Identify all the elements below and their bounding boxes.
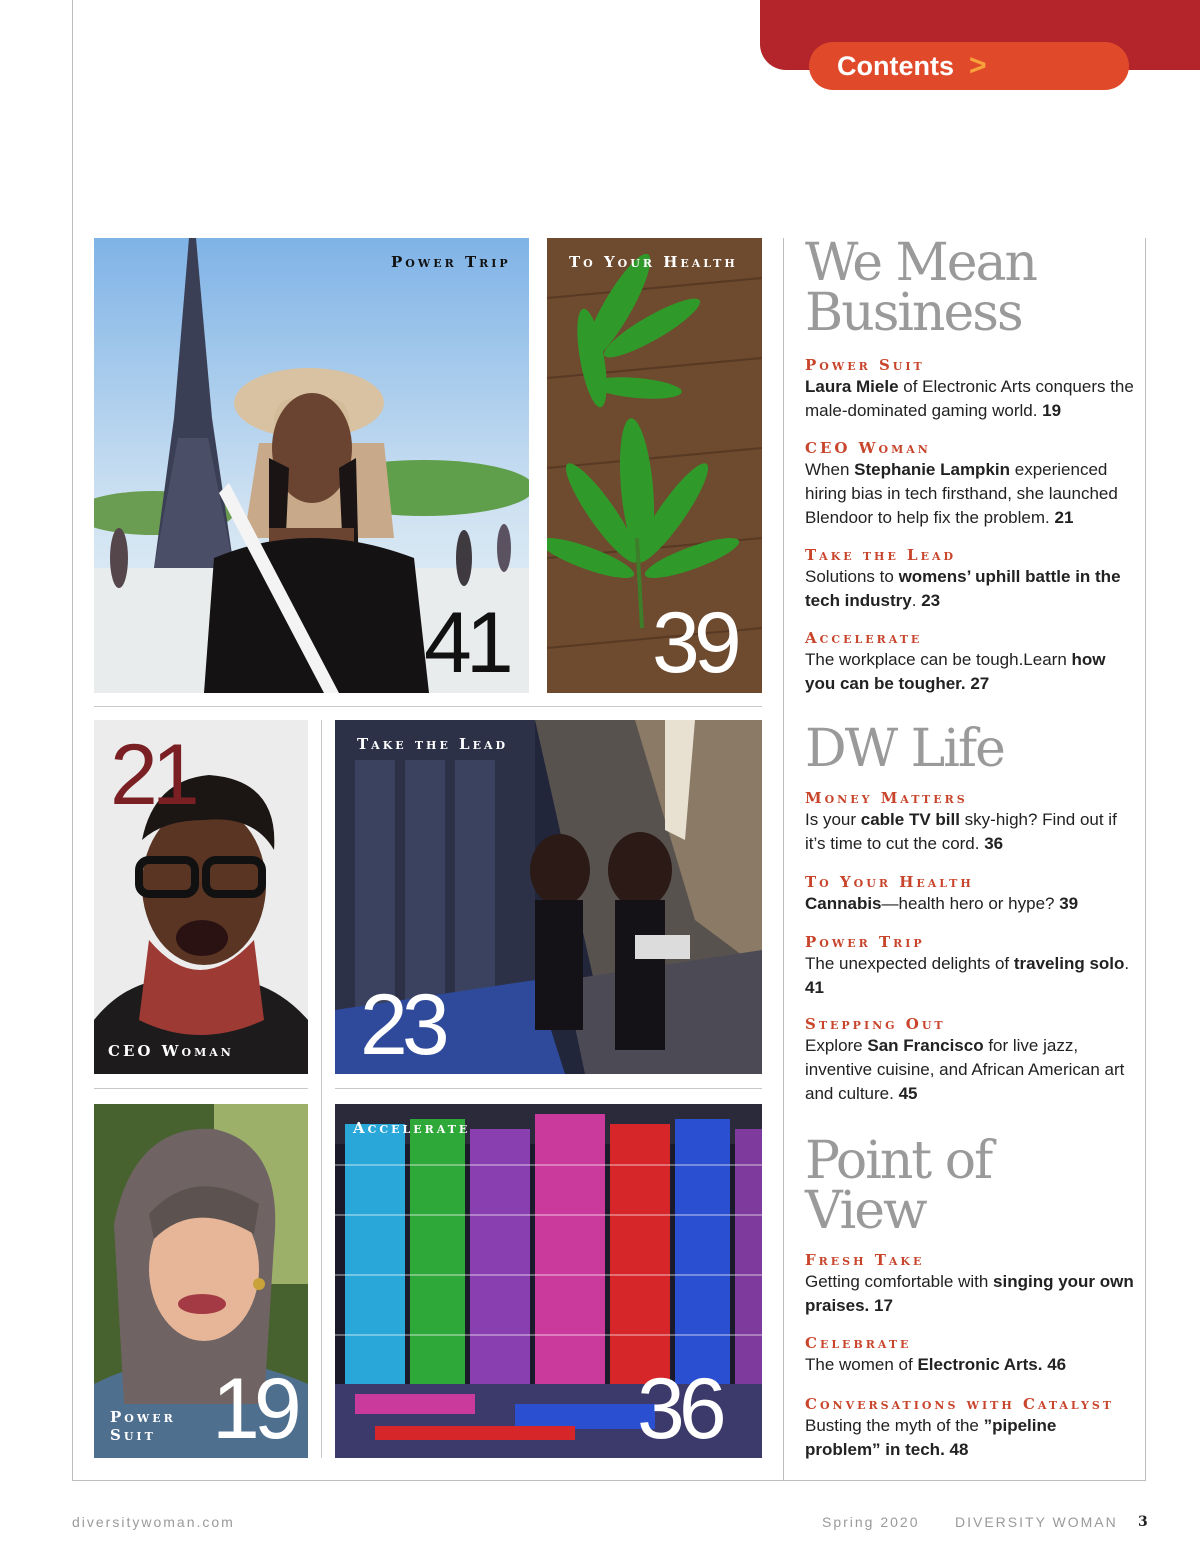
chevron-right-icon: > xyxy=(969,49,987,82)
photo-page-number: 21 xyxy=(110,727,194,823)
toc-page-number: 19 xyxy=(1042,401,1062,420)
toc-page-number: 36 xyxy=(984,834,1004,853)
toc-kicker: Power Suit xyxy=(805,356,925,374)
toc-description: Solutions to womens’ uphill battle in the tech industry. 23 xyxy=(805,567,1121,610)
toc-page-number: 41 xyxy=(805,978,824,997)
photo-label-take-the-lead: Take the Lead xyxy=(357,735,509,753)
section-title-line: Point of xyxy=(805,1131,992,1191)
toc-page-number: 48 xyxy=(949,1440,969,1459)
toc-page-number: 23 xyxy=(921,591,941,610)
toc-description: Is your cable TV bill sky-high? Find out if it’s time to cut the cord. 36 xyxy=(805,810,1117,853)
photo-ceo-woman[interactable] xyxy=(94,720,308,1074)
photo-take-the-lead[interactable] xyxy=(335,720,762,1074)
toc-kicker: To Your Health xyxy=(805,873,974,891)
photo-label-to-your-health: To Your Health xyxy=(569,253,738,271)
contents-label: Contents xyxy=(837,51,954,81)
toc-kicker: Power Trip xyxy=(805,933,925,951)
toc-entry[interactable] xyxy=(805,1014,1135,1106)
photo-page-number: 23 xyxy=(360,977,444,1073)
photo-grid-rule xyxy=(94,706,762,707)
toc-description: The workplace can be tough.Learn how you can be tougher. 27 xyxy=(805,650,1106,693)
page-frame-right-rule xyxy=(1145,238,1146,1481)
photo-label-ceo-woman: CEO Woman xyxy=(108,1042,234,1060)
section-title-life xyxy=(805,719,1004,779)
section-title-line: We Mean xyxy=(805,233,1037,293)
footer-magazine: DIVERSITY WOMAN xyxy=(955,1514,1118,1530)
toc-description: Explore San Francisco for live jazz, inventive cuisine, and African American art and culture. 45 xyxy=(805,1036,1125,1103)
section-title-view xyxy=(805,1131,992,1241)
photo-grid-rule xyxy=(335,1088,762,1089)
toc-page-number: 46 xyxy=(1047,1355,1067,1374)
toc-entry[interactable] xyxy=(805,438,1135,530)
section-title-line: DW Life xyxy=(805,719,1004,779)
toc-entry[interactable] xyxy=(805,1250,1135,1318)
toc-description: Busting the myth of the ”pipeline problem” in tech. 48 xyxy=(805,1416,1057,1459)
toc-description: Laura Miele of Electronic Arts conquers the male-dominated gaming world. 19 xyxy=(805,377,1134,420)
photo-label-power-suit-line2: Suit xyxy=(110,1426,156,1444)
toc-entry[interactable] xyxy=(805,355,1135,423)
toc-description: When Stephanie Lampkin experienced hiring bias in tech firsthand, she launched Blendoor to help fix the problem. 21 xyxy=(805,460,1118,527)
toc-entry[interactable] xyxy=(805,872,1135,916)
toc-kicker: Accelerate xyxy=(805,629,923,647)
photo-accelerate[interactable] xyxy=(335,1104,762,1458)
toc-kicker: Fresh Take xyxy=(805,1251,925,1269)
toc-entry[interactable] xyxy=(805,1333,1135,1377)
toc-page-number: 21 xyxy=(1054,508,1074,527)
photo-power-trip[interactable] xyxy=(94,238,529,693)
toc-description: The unexpected delights of traveling solo. 41 xyxy=(805,954,1130,997)
page-frame-bottom-rule xyxy=(72,1480,1146,1481)
toc-kicker: Conversations with Catalyst xyxy=(805,1395,1114,1413)
toc-page-number: 27 xyxy=(970,674,990,693)
photo-power-suit[interactable] xyxy=(94,1104,308,1458)
toc-description: The women of Electronic Arts. 46 xyxy=(805,1355,1067,1374)
toc-kicker: Celebrate xyxy=(805,1334,912,1352)
toc-entry[interactable] xyxy=(805,1394,1135,1462)
toc-page-number: 17 xyxy=(874,1296,893,1315)
photo-to-your-health[interactable] xyxy=(547,238,762,693)
toc-description: Cannabis—health hero or hype? 39 xyxy=(805,894,1079,913)
photo-page-number: 36 xyxy=(637,1361,721,1457)
photo-page-number: 39 xyxy=(652,595,736,691)
toc-entry[interactable] xyxy=(805,788,1135,856)
toc-kicker: Take the Lead xyxy=(805,546,957,564)
toc-entry[interactable] xyxy=(805,545,1135,613)
toc-kicker: CEO Woman xyxy=(805,439,931,457)
photo-page-number: 19 xyxy=(212,1361,296,1457)
section-title-line: Business xyxy=(805,283,1022,343)
photo-page-number: 41 xyxy=(424,595,508,691)
toc-entry[interactable] xyxy=(805,932,1135,1000)
toc-kicker: Stepping Out xyxy=(805,1015,946,1033)
footer-page-number: 3 xyxy=(1138,1514,1150,1530)
toc-page-number: 45 xyxy=(898,1084,918,1103)
toc-page-number: 39 xyxy=(1059,894,1079,913)
toc-description: Getting comfortable with singing your own praises. 17 xyxy=(805,1272,1134,1315)
toc-kicker: Money Matters xyxy=(805,789,968,807)
photo-label-power-trip: Power Trip xyxy=(391,253,511,271)
footer-site[interactable]: diversitywoman.com xyxy=(72,1514,235,1530)
contents-button[interactable] xyxy=(809,42,1129,90)
photo-grid-rule xyxy=(94,1088,308,1089)
page-frame-left-rule xyxy=(72,0,73,1480)
section-title-line: View xyxy=(805,1181,926,1241)
column-divider xyxy=(783,238,784,1481)
footer-issue: Spring 2020 xyxy=(822,1514,920,1530)
photo-label-accelerate: Accelerate xyxy=(353,1119,471,1137)
toc-entry[interactable] xyxy=(805,628,1135,696)
photo-label-power-suit: Power xyxy=(110,1408,176,1426)
section-title-business xyxy=(805,233,1037,343)
photo-grid-rule xyxy=(321,720,322,1458)
